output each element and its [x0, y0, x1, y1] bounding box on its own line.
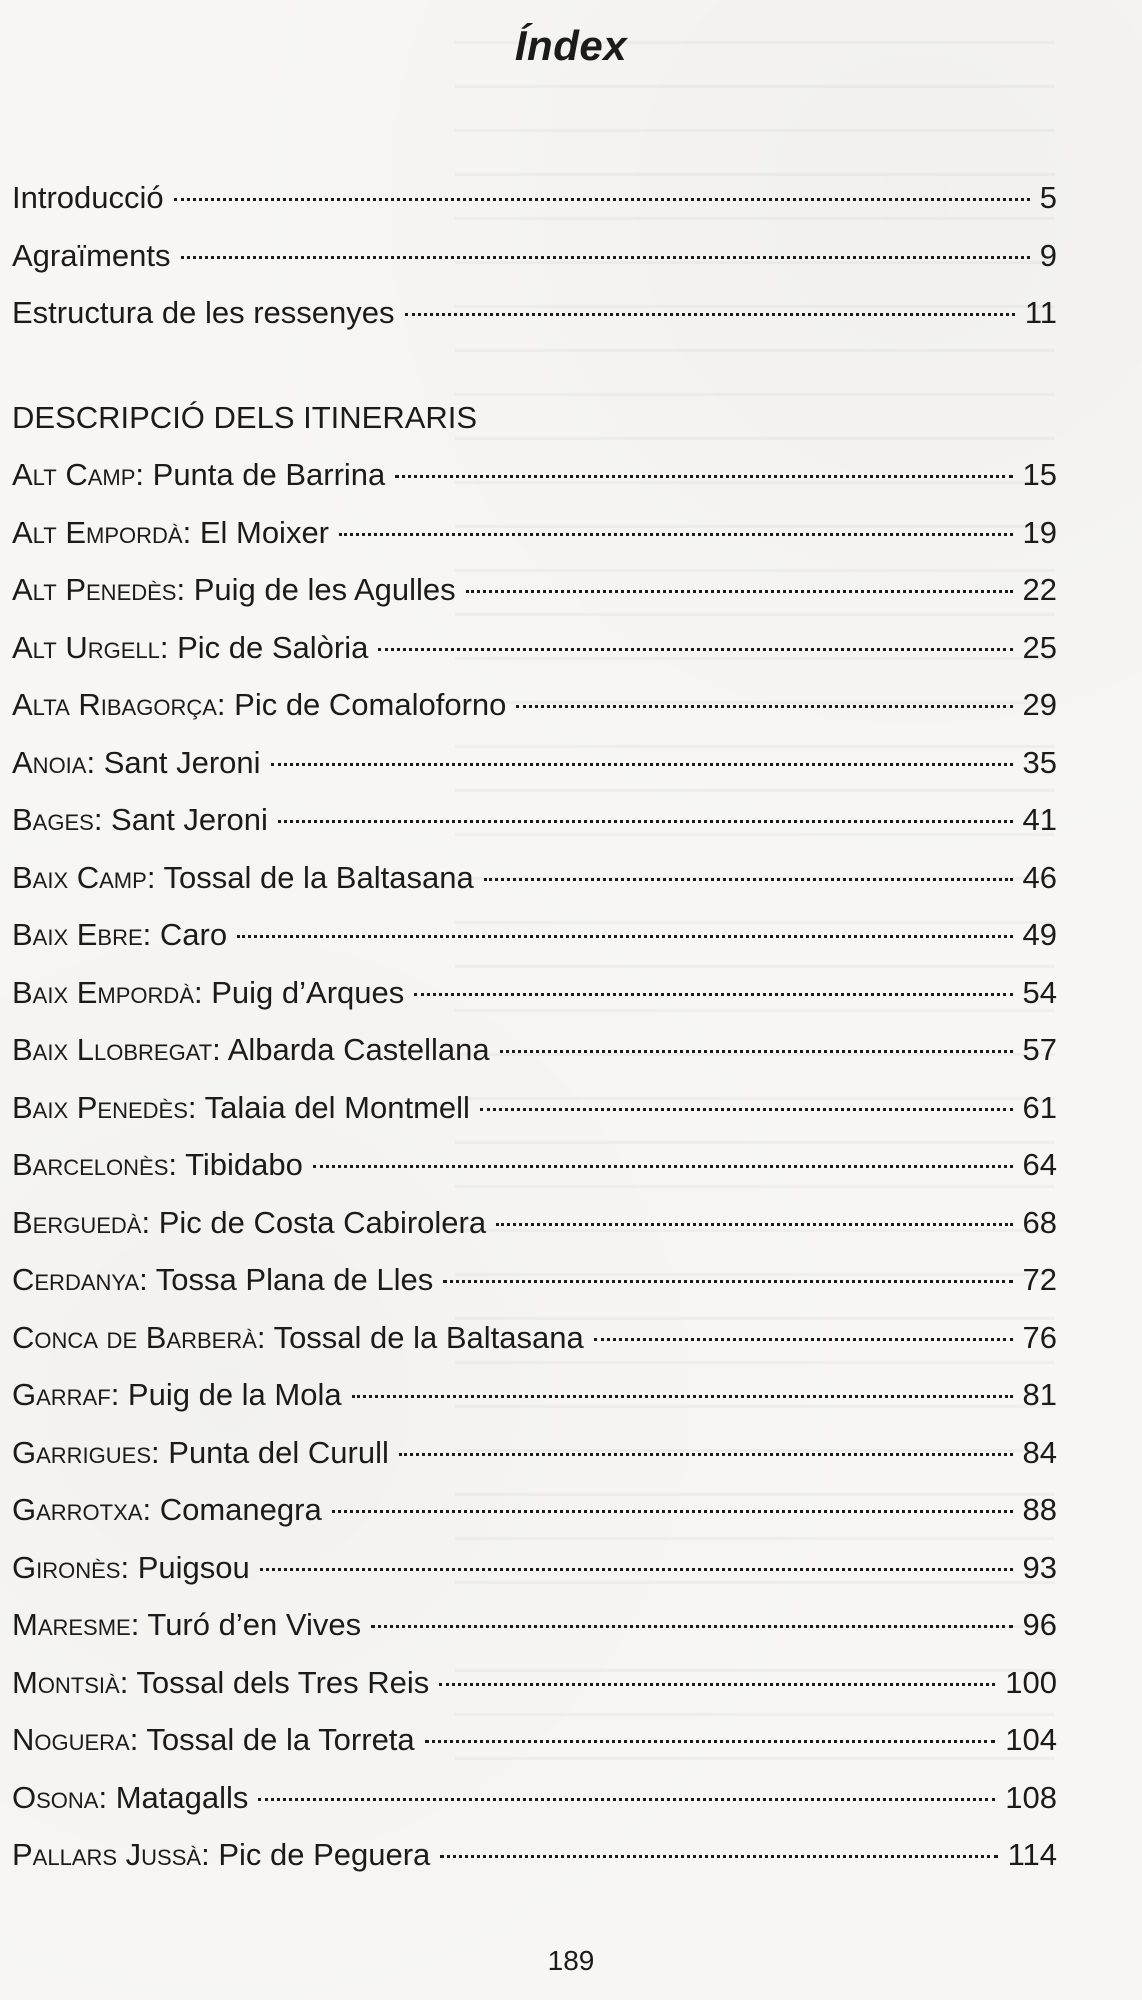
- entry-peak: Puig de la Mola: [127, 1377, 342, 1412]
- toc-entry[interactable]: [12, 1147, 1057, 1205]
- entry-label: [12, 1722, 415, 1758]
- entry-region: Alt Penedès: [12, 572, 177, 607]
- entry-page-number: 9: [1039, 237, 1057, 273]
- entry-region: Noguera: [12, 1722, 130, 1757]
- dot-leader: [440, 1855, 997, 1858]
- entry-page-number: 57: [1022, 1032, 1057, 1067]
- entry-label: [12, 1492, 322, 1528]
- entry-label: [12, 1550, 250, 1586]
- toc-entry[interactable]: [12, 515, 1057, 573]
- entry-label: Estructura de les ressenyes: [12, 295, 395, 330]
- entry-separator: :: [86, 744, 104, 780]
- entry-page-number: 96: [1022, 1607, 1057, 1642]
- toc-entry[interactable]: [12, 572, 1057, 630]
- entry-peak: Pic de Salòria: [177, 629, 369, 665]
- entry-label: [12, 1320, 584, 1356]
- dot-leader: [516, 705, 1012, 708]
- entry-label: [12, 1090, 470, 1126]
- entry-peak: Talaia del Montmell: [204, 1089, 470, 1125]
- toc-entry[interactable]: [12, 1665, 1057, 1723]
- entry-peak: Punta del Curull: [168, 1434, 389, 1470]
- entry-separator: :: [176, 572, 194, 607]
- entry-page-number: 76: [1022, 1319, 1057, 1355]
- toc-entry[interactable]: [12, 975, 1057, 1033]
- dot-leader: [480, 1108, 1013, 1111]
- entry-separator: :: [256, 1319, 274, 1355]
- entry-peak: Punta de Barrina: [152, 457, 386, 492]
- page-title: Índex: [514, 22, 628, 69]
- entry-label: [12, 457, 385, 493]
- entry-separator: :: [142, 1492, 160, 1527]
- entry-peak: Caro: [159, 917, 228, 952]
- dot-leader: [271, 763, 1013, 766]
- entry-separator: :: [168, 1147, 186, 1182]
- entry-label: [12, 1262, 433, 1298]
- toc-entry[interactable]: [12, 1205, 1057, 1263]
- entry-peak: Tossal de la Torreta: [146, 1722, 415, 1757]
- dot-leader: [425, 1740, 996, 1743]
- entry-region: Baix Camp: [12, 859, 147, 895]
- entry-peak: Comanegra: [159, 1492, 322, 1527]
- entry-peak: Pic de Peguera: [218, 1837, 431, 1872]
- toc-entry[interactable]: [12, 180, 1057, 238]
- dot-leader: [443, 1280, 1012, 1283]
- entry-separator: :: [216, 687, 235, 722]
- dot-leader: [237, 935, 1012, 938]
- entry-region: Alt Camp: [12, 457, 136, 492]
- dot-leader: [594, 1338, 1013, 1341]
- entry-label: [12, 745, 261, 781]
- entry-region: Alt Urgell: [12, 629, 160, 665]
- entry-label: [12, 1147, 303, 1183]
- table-of-contents: [12, 180, 1057, 1895]
- entry-region: Pallars Jussà: [12, 1837, 202, 1872]
- entry-region: Baix Ebre: [12, 917, 143, 952]
- dot-leader: [500, 1050, 1013, 1053]
- entry-region: Baix Empordà: [12, 974, 194, 1010]
- toc-entry[interactable]: [12, 745, 1057, 803]
- entry-region: Berguedà: [12, 1204, 142, 1240]
- entry-region: Montsià: [12, 1664, 120, 1700]
- entry-separator: :: [187, 1089, 205, 1125]
- entry-separator: :: [194, 974, 212, 1010]
- toc-entry[interactable]: [12, 1377, 1057, 1435]
- entry-page-number: 114: [1007, 1837, 1057, 1872]
- entry-region: Garraf: [12, 1377, 111, 1412]
- entry-page-number: 68: [1022, 1204, 1057, 1240]
- entry-label: [12, 975, 404, 1011]
- toc-entry[interactable]: [12, 1722, 1057, 1780]
- dot-leader: [484, 878, 1013, 881]
- toc-entry[interactable]: [12, 1780, 1057, 1838]
- entry-page-number: 11: [1024, 295, 1057, 330]
- entry-label: [12, 515, 329, 551]
- dot-leader: [352, 1395, 1013, 1398]
- page-number: 189: [547, 1945, 595, 1976]
- dot-leader: [405, 313, 1015, 316]
- entry-separator: :: [119, 1664, 137, 1700]
- entry-separator: :: [212, 1032, 228, 1067]
- entry-peak: Pic de Costa Cabirolera: [158, 1204, 487, 1240]
- entry-label: Agraïments: [12, 237, 171, 273]
- toc-entry[interactable]: [12, 1090, 1057, 1148]
- toc-entry[interactable]: [12, 1320, 1057, 1378]
- entry-separator: :: [129, 1722, 147, 1757]
- toc-entry[interactable]: [12, 1032, 1057, 1090]
- dot-leader: [313, 1165, 1013, 1168]
- entry-page-number: 72: [1022, 1262, 1057, 1297]
- toc-entry[interactable]: [12, 295, 1057, 353]
- toc-entry[interactable]: [12, 802, 1057, 860]
- entry-separator: :: [146, 859, 164, 895]
- entry-label: [12, 917, 227, 953]
- entry-region: Cerdanya: [12, 1262, 140, 1297]
- entry-label: [12, 572, 456, 608]
- section-heading: DESCRIPCIÓ DELS ITINERARIS: [12, 399, 478, 435]
- entry-page-number: 19: [1022, 514, 1057, 550]
- entry-separator: :: [135, 457, 153, 492]
- entry-page-number: 61: [1022, 1089, 1057, 1125]
- entry-peak: Turó d’en Vives: [147, 1607, 362, 1642]
- entry-page-number: 81: [1022, 1377, 1057, 1412]
- entry-peak: Sant Jeroni: [111, 802, 268, 837]
- entry-label: [12, 1837, 430, 1873]
- entry-region: Conca de Barberà: [12, 1319, 257, 1355]
- toc-entry[interactable]: [12, 1435, 1057, 1493]
- entry-separator: :: [93, 802, 112, 837]
- entry-separator: :: [139, 1262, 156, 1297]
- dot-leader: [339, 533, 1013, 536]
- entry-page-number: 15: [1022, 457, 1057, 492]
- entry-label: [12, 802, 268, 838]
- section-spacer: [12, 353, 1057, 400]
- entry-region: Garrigues: [12, 1434, 152, 1470]
- entry-separator: :: [98, 1779, 116, 1815]
- entry-page-number: 46: [1022, 859, 1057, 895]
- entry-page-number: 25: [1022, 629, 1057, 665]
- entry-separator: :: [182, 514, 200, 550]
- entry-page-number: 41: [1022, 802, 1057, 837]
- entry-region: Maresme: [12, 1607, 131, 1642]
- entry-region: Alt Empordà: [12, 514, 183, 550]
- dot-leader: [332, 1510, 1013, 1513]
- entry-page-number: 29: [1022, 687, 1057, 722]
- entry-page-number: 64: [1022, 1147, 1057, 1182]
- entry-peak: Pic de Comaloforno: [234, 687, 507, 722]
- entry-label: [12, 1435, 389, 1471]
- entry-page-number: 5: [1039, 180, 1057, 215]
- entry-label: [12, 687, 506, 723]
- dot-leader: [399, 1453, 1013, 1456]
- entry-separator: :: [120, 1549, 138, 1585]
- entry-peak: Matagalls: [115, 1779, 249, 1815]
- entry-label: [12, 1205, 486, 1241]
- entry-peak: Tossal de la Baltasana: [163, 859, 474, 895]
- entry-peak: Tossal dels Tres Reis: [136, 1664, 430, 1700]
- entry-label: [12, 1780, 248, 1816]
- dot-leader: [496, 1223, 1012, 1226]
- entry-peak: Tibidabo: [185, 1147, 303, 1182]
- dot-leader: [466, 590, 1013, 593]
- entry-page-number: 84: [1022, 1434, 1057, 1470]
- toc-entry[interactable]: [12, 1492, 1057, 1550]
- toc-entry[interactable]: [12, 1607, 1057, 1665]
- entry-region: Barcelonès: [12, 1147, 169, 1182]
- entry-page-number: 93: [1022, 1549, 1057, 1585]
- entry-peak: Puigsou: [137, 1549, 250, 1585]
- entry-peak: El Moixer: [199, 514, 330, 550]
- entry-region: Baix Penedès: [12, 1089, 188, 1125]
- entry-page-number: 49: [1022, 917, 1057, 952]
- toc-entry[interactable]: [12, 238, 1057, 296]
- entry-label: [12, 630, 368, 666]
- entry-page-number: 35: [1022, 744, 1057, 780]
- toc-entry[interactable]: [12, 630, 1057, 688]
- entry-separator: :: [201, 1837, 219, 1872]
- dot-leader: [260, 1568, 1013, 1571]
- entry-label: [12, 860, 474, 896]
- dot-leader: [278, 820, 1013, 823]
- entry-peak: Sant Jeroni: [103, 744, 261, 780]
- entry-page-number: 108: [1005, 1779, 1057, 1815]
- entry-peak: Tossal de la Baltasana: [273, 1319, 584, 1355]
- dot-leader: [371, 1625, 1012, 1628]
- toc-entry[interactable]: [12, 1550, 1057, 1608]
- entry-region: Gironès: [12, 1549, 121, 1585]
- entry-peak: Albarda Castellana: [227, 1032, 490, 1067]
- entry-peak: Tossa Plana de Lles: [155, 1262, 434, 1297]
- entry-page-number: 54: [1022, 974, 1057, 1010]
- entry-peak: Puig d’Arques: [211, 974, 405, 1010]
- entry-page-number: 104: [1005, 1722, 1057, 1757]
- entry-label: [12, 1377, 342, 1413]
- toc-entry[interactable]: [12, 457, 1057, 515]
- entry-label: [12, 1032, 490, 1068]
- entry-peak: Puig de les Agulles: [193, 572, 456, 607]
- toc-entry[interactable]: [12, 1262, 1057, 1320]
- entry-region: Garrotxa: [12, 1492, 143, 1527]
- entry-label: Introducció: [12, 180, 164, 215]
- dot-leader: [378, 648, 1012, 651]
- entry-label: [12, 1607, 361, 1643]
- entry-page-number: 88: [1022, 1492, 1057, 1527]
- dot-leader: [181, 256, 1030, 259]
- entry-region: Baix Llobregat: [12, 1032, 213, 1067]
- entry-region: Anoia: [12, 744, 87, 780]
- entry-separator: :: [110, 1377, 128, 1412]
- toc-entry[interactable]: [12, 917, 1057, 975]
- dot-leader: [414, 993, 1012, 996]
- entry-separator: :: [142, 917, 160, 952]
- dot-leader: [395, 475, 1012, 478]
- dot-leader: [174, 198, 1030, 201]
- entry-region: Bages: [12, 802, 94, 837]
- toc-entry[interactable]: [12, 1837, 1057, 1895]
- toc-entry[interactable]: [12, 687, 1057, 745]
- entry-separator: :: [141, 1204, 159, 1240]
- toc-entry[interactable]: [12, 860, 1057, 918]
- entry-separator: :: [159, 629, 178, 665]
- entry-region: Alta Ribagorça: [12, 687, 217, 722]
- entry-separator: :: [151, 1434, 169, 1470]
- dot-leader: [439, 1683, 995, 1686]
- dot-leader: [258, 1798, 995, 1801]
- entry-label: [12, 1665, 429, 1701]
- entry-separator: :: [130, 1607, 148, 1642]
- entry-page-number: 22: [1022, 572, 1057, 607]
- entry-region: Osona: [12, 1779, 99, 1815]
- entry-page-number: 100: [1005, 1664, 1057, 1700]
